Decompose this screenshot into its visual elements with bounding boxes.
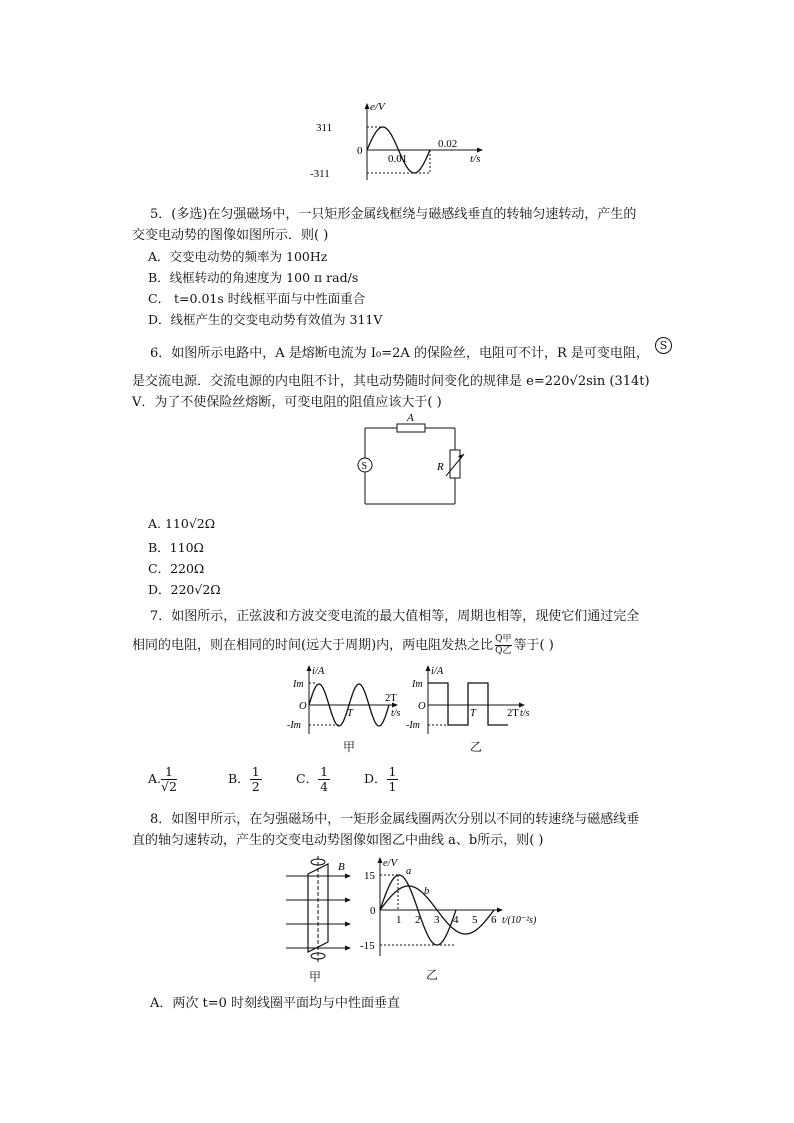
q6-stem-line2: 是交流电源．交流电源的内电阻不计，其电动势随时间变化的规律是 e=220√2sin (314t) [132, 374, 650, 389]
q6-option-d: D．220√2Ω [148, 582, 221, 597]
q6-option-b: B．110Ω [148, 540, 204, 555]
q5-option-b: B．线框转动的角速度为 100 π rad/s [148, 270, 359, 285]
y-tick-bottom: -311 [310, 168, 330, 180]
current-graph-sine [285, 660, 410, 740]
caption-jia-q7: 甲 [343, 740, 356, 754]
x-tick-3: 3 [434, 914, 440, 926]
x-tick-2t: 2T [507, 708, 519, 719]
x-axis-label: t/s [391, 708, 401, 719]
y-tick-zero: 0 [357, 145, 363, 157]
q5-option-a: A．交变电动势的频率为 100Hz [148, 249, 328, 264]
y-tick-bottom: -Im [287, 720, 301, 731]
x-tick-4: 4 [453, 914, 459, 926]
y-axis-label: i/A [312, 666, 325, 677]
x-tick-end: 0.02 [438, 138, 458, 150]
frac-q-yi: Q乙 [495, 646, 512, 656]
q6-option-a: A. 110√2Ω [148, 516, 216, 531]
caption-yi-q8: 乙 [426, 968, 439, 982]
field-label-b: B [338, 861, 345, 873]
y-tick-top: Im [412, 679, 423, 690]
q7-options [148, 765, 398, 794]
x-tick-mid: 0.01 [388, 153, 408, 165]
q7-stem-line2: 相同的电阻，则在相同的时间(远大于周期)内，两电阻发热之比 Q甲 Q乙 等于( ) [132, 634, 554, 656]
y-tick-bottom: -15 [360, 940, 375, 952]
origin-label: O [418, 701, 426, 712]
x-tick-5: 5 [472, 914, 478, 926]
q5-option-c: C． t=0.01s 时线框平面与中性面重合 [148, 291, 366, 306]
x-axis-label: t/s [470, 153, 481, 165]
x-tick-6: 6 [491, 914, 497, 926]
y-tick-top: 15 [364, 870, 375, 882]
q7-option-d: D． $\frac{1}{1}$ [364, 764, 397, 794]
fuse-label: A [407, 412, 414, 424]
q8-stem-line2: 直的轴匀速转动，产生的交变电动势图像如图乙中曲线 a、b所示，则( ) [132, 833, 544, 848]
q7-option-b: B． $\frac{1}{2}$ [228, 764, 260, 794]
q6-stem-line1: 6．如图所示电路中，A 是熔断电流为 I₀=2A 的保险丝，电阻可不计，R 是可变电阻， [150, 346, 649, 361]
q5-option-d: D．线框产生的交变电动势有效值为 311V [148, 312, 383, 327]
current-graph-square [402, 660, 542, 740]
y-tick-top: Im [293, 679, 304, 690]
y-axis-label: e/V [383, 858, 397, 869]
y-axis-label: e/V [370, 101, 385, 113]
caption-jia-q8: 甲 [309, 970, 322, 984]
x-tick-t: T [347, 708, 353, 719]
x-tick-2: 2 [415, 914, 421, 926]
q5-stem-line2: 交变电动势的图像如图所示．则( ) [132, 228, 329, 243]
x-tick-t: T [470, 708, 476, 719]
caption-yi-q7: 乙 [470, 740, 483, 754]
x-tick-2t: 2T [385, 693, 397, 704]
y-tick-bottom: -Im [406, 720, 420, 731]
x-tick-1: 1 [396, 914, 402, 926]
coil-in-field-diagram [282, 854, 357, 966]
y-axis-label: i/A [431, 666, 444, 677]
curve-a-label: a [406, 866, 412, 877]
q7-option-a: A. $\frac{1}{√2}$ [148, 764, 177, 794]
q6-stem-line3: V．为了不使保险丝熔断，可变电阻的阻值应该大于( ) [132, 395, 442, 410]
q7-option-c: C． $\frac{1}{4}$ [296, 764, 329, 794]
x-axis-label: t/s [520, 708, 530, 719]
x-axis-label: t/(10⁻²s) [502, 915, 537, 926]
emf-graph-q8 [350, 852, 540, 962]
resistor-label: R [437, 461, 444, 473]
q6-option-c: C．220Ω [148, 561, 205, 576]
emf-graph-q5 [310, 100, 500, 185]
circuit-source-label: S [361, 461, 368, 472]
q5-stem-line1: 5．(多选)在匀强磁场中，一只矩形金属线框绕与磁感线垂直的转轴匀速转动，产生的 [150, 207, 637, 222]
q8-option-a: A．两次 t=0 时刻线圈平面均与中性面垂直 [150, 996, 401, 1011]
ac-source-symbol: S [655, 337, 672, 354]
origin-label: O [299, 701, 307, 712]
frac-q-jia: Q甲 [495, 634, 512, 644]
q7-stem-line1: 7．如图所示，正弦波和方波交变电流的最大值相等，周期也相等，现使它们通过完全 [150, 609, 640, 624]
curve-b-label: b [424, 886, 430, 897]
y-tick-zero: 0 [370, 905, 376, 917]
y-tick-top: 311 [316, 122, 333, 134]
q8-stem-line1: 8．如图甲所示，在匀强磁场中，一矩形金属线圈两次分别以不同的转速绕与磁感线垂 [150, 812, 640, 827]
circuit-diagram-q6 [355, 412, 470, 508]
